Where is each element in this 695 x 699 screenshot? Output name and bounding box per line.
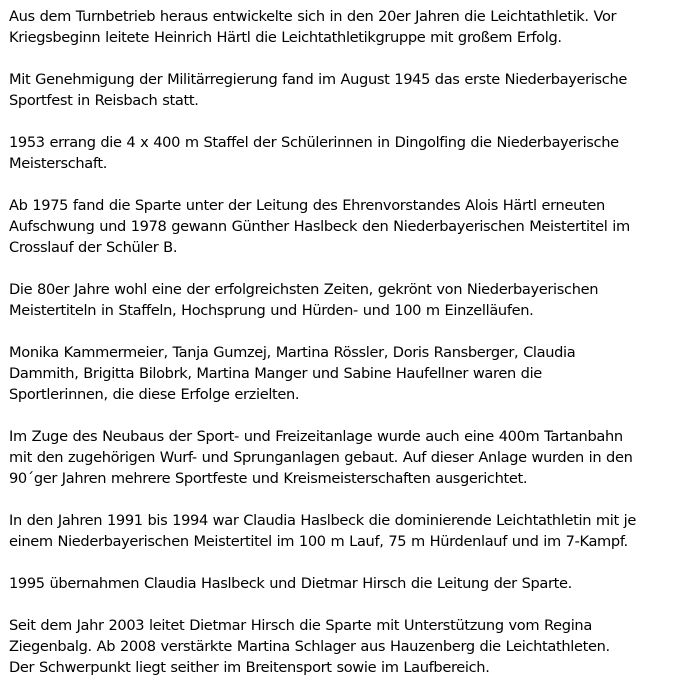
text-line: Seit dem Jahr 2003 leitet Dietmar Hirsch die Sparte mit Unterstützung vom Regina — [9, 617, 592, 634]
text-line: Die 80er Jahre wohl eine der erfolgreichsten Zeiten, gekrönt von Niederbayerischen — [9, 281, 599, 298]
text-line: Ab 1975 fand die Sparte unter der Leitung des Ehrenvorstandes Alois Härtl erneuten — [9, 197, 605, 214]
paragraph-80er-jahre — [9, 279, 689, 321]
text-line: Mit Genehmigung der Militärregierung fand im August 1945 das erste Niederbayerische — [9, 71, 627, 88]
text-line: Sportfest in Reisbach statt. — [9, 92, 199, 109]
text-line: Ziegenbalg. Ab 2008 verstärkte Martina Schlager aus Hauzenberg die Leichtathleten. — [9, 638, 610, 655]
paragraph-seit-2003 — [9, 615, 689, 678]
text-line: 1953 errang die 4 x 400 m Staffel der Schülerinnen in Dingolfing die Niederbayerische — [9, 134, 619, 151]
paragraph-staffel-1953 — [9, 132, 689, 174]
text-line: Aus dem Turnbetrieb heraus entwickelte sich in den 20er Jahren die Leichtathletik. Vor — [9, 8, 617, 25]
document-body — [9, 6, 689, 699]
text-line: Dammith, Brigitta Bilobrk, Martina Manger und Sabine Haufellner waren die — [9, 365, 542, 382]
text-line: Im Zuge des Neubaus der Sport- und Freizeitanlage wurde auch eine 400m Tartanbahn — [9, 428, 623, 445]
paragraph-1991-1994 — [9, 510, 689, 552]
paragraph-sportlerinnen — [9, 342, 689, 405]
text-line: Meisterschaft. — [9, 155, 108, 172]
paragraph-sportfest-1945 — [9, 69, 689, 111]
text-line: 1995 übernahmen Claudia Haslbeck und Dietmar Hirsch die Leitung der Sparte. — [9, 575, 572, 592]
paragraph-aufschwung-1975 — [9, 195, 689, 258]
text-line: Monika Kammermeier, Tanja Gumzej, Martina Rössler, Doris Ransberger, Claudia — [9, 344, 576, 361]
text-line: Sportlerinnen, die diese Erfolge erzielten. — [9, 386, 300, 403]
text-line: Meistertiteln in Staffeln, Hochsprung und Hürden- und 100 m Einzelläufen. — [9, 302, 534, 319]
paragraph-turnbetrieb — [9, 6, 689, 48]
text-line: 90´ger Jahren mehrere Sportfeste und Kreismeisterschaften ausgerichtet. — [9, 470, 528, 487]
text-line: mit den zugehörigen Wurf- und Sprunganlagen gebaut. Auf dieser Anlage wurden in den — [9, 449, 633, 466]
text-line: Crosslauf der Schüler B. — [9, 239, 178, 256]
text-line: Aufschwung und 1978 gewann Günther Haslbeck den Niederbayerischen Meistertitel im — [9, 218, 630, 235]
text-line: Der Schwerpunkt liegt seither im Breitensport sowie im Laufbereich. — [9, 659, 490, 676]
text-line: In den Jahren 1991 bis 1994 war Claudia Haslbeck die dominierende Leichtathletin mit je — [9, 512, 636, 529]
paragraph-1995 — [9, 573, 689, 594]
text-line: einem Niederbayerischen Meistertitel im 100 m Lauf, 75 m Hürdenlauf und im 7-Kampf. — [9, 533, 628, 550]
text-line: Kriegsbeginn leitete Heinrich Härtl die Leichtathletikgruppe mit großem Erfolg. — [9, 29, 562, 46]
paragraph-tartanbahn — [9, 426, 689, 489]
